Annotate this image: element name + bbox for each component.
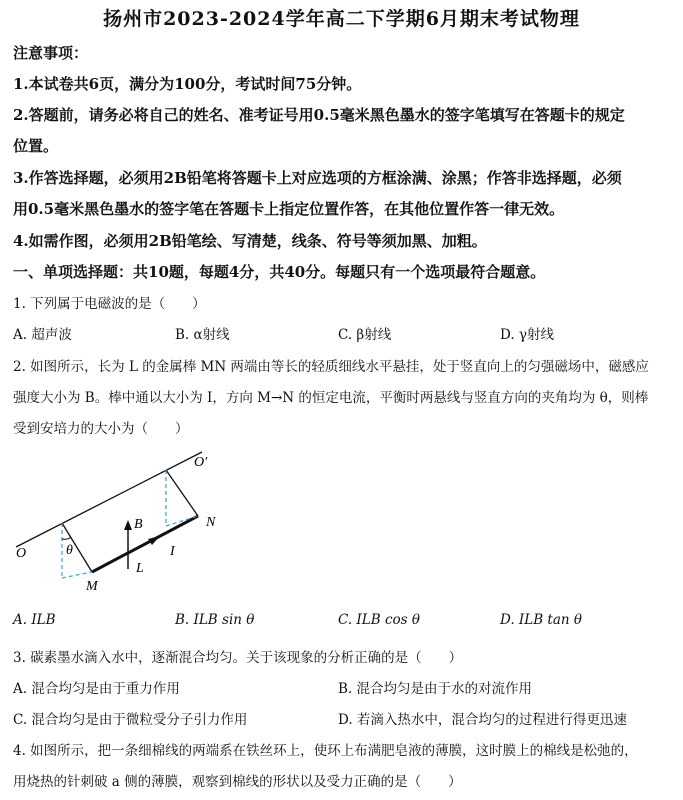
notice-item-3: 3.作答选择题，必须用2B铅笔将答题卡上对应选项的方框涂满、涂黑；作答非选择题，必须: [13, 169, 622, 187]
section-heading: 一、单项选择题：共10题，每题4分，共40分。每题只有一个选项最符合题意。: [13, 263, 546, 281]
option-a: A. 混合均匀是由于重力作用: [13, 681, 180, 697]
label-l: L: [136, 561, 144, 576]
label-i: I: [170, 544, 175, 559]
label-n: N: [206, 515, 216, 530]
question-4-line-1: 4. 如图所示，把一条细棉线的两端系在铁丝环上，使环上布满肥皂液的薄膜，这时膜上的棉线是松弛的，: [13, 743, 638, 759]
option-b: B. 混合均匀是由于水的对流作用: [338, 681, 533, 697]
question-2-line-1: 2. 如图所示，长为 L 的金属棒 MN 两端由等长的轻质细线水平悬挂，处于竖直向上的匀强磁场中，磁感应: [13, 359, 649, 375]
option-d: D. ILB tan θ: [500, 612, 583, 628]
label-o-prime: O′: [194, 455, 208, 470]
notice-heading: 注意事项：: [13, 44, 89, 62]
option-d: D. γ射线: [500, 327, 554, 343]
notice-item-2-cont: 位置。: [13, 137, 59, 155]
question-1-stem: 1. 下列属于电磁波的是（ ）: [13, 296, 206, 312]
notice-item-1: 1.本试卷共6页，满分为100分，考试时间75分钟。: [13, 75, 362, 93]
question-2-line-2: 强度大小为 B。棒中通以大小为 I，方向 M→N 的恒定电流，平衡时两悬线与竖直方向的夹角均为 θ，则棒: [13, 390, 649, 406]
question-2-line-3: 受到安培力的大小为（ ）: [13, 421, 189, 437]
option-a: A. ILB: [13, 612, 56, 628]
notice-item-3-cont: 用0.5毫米黑色墨水的签字笔在答题卡上指定位置作答，在其他位置作答一律无效。: [13, 200, 565, 218]
label-b: B: [134, 517, 143, 532]
notice-item-2: 2.答题前，请务必将自己的姓名、准考证号用0.5毫米黑色墨水的签字笔填写在答题卡的规定: [13, 106, 625, 124]
option-a: A. 超声波: [13, 327, 72, 343]
option-b: B. α射线: [175, 327, 230, 343]
question-2-figure: [10, 444, 240, 604]
option-b: B. ILB sin θ: [175, 612, 255, 628]
option-d: D. 若滴入热水中，混合均匀的过程进行得更迅速: [338, 712, 627, 728]
option-c: C. 混合均匀是由于微粒受分子引力作用: [13, 712, 248, 728]
option-c: C. ILB cos θ: [338, 612, 420, 628]
question-4-line-2: 用烧热的针刺破 a 侧的薄膜，观察到棉线的形状以及受力正确的是（ ）: [13, 774, 462, 790]
notice-item-4: 4.如需作图，必须用2B铅笔绘、写清楚，线条、符号等须加黑、加粗。: [13, 232, 487, 250]
label-o: O: [16, 546, 27, 561]
question-3-stem: 3. 碳素墨水滴入水中，逐渐混合均匀。关于该现象的分析正确的是（ ）: [13, 650, 463, 666]
label-theta: θ: [66, 543, 73, 558]
label-m: M: [86, 579, 98, 594]
option-c: C. β射线: [338, 327, 392, 343]
page-title: 扬州市2023-2024学年高二下学期6月期末考试物理: [103, 8, 580, 30]
